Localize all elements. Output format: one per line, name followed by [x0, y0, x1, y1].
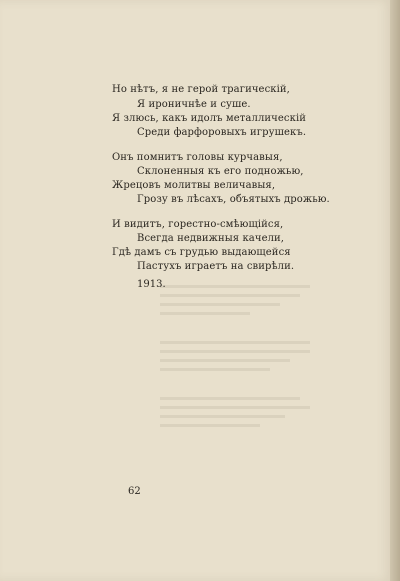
poem-line: И видитъ, горестно-смѣющiйся,: [112, 219, 284, 230]
poem-line: Я злюсь, какъ идолъ металлическiй: [112, 113, 307, 124]
poem-line: Пастухъ играетъ на свирѣли.: [137, 261, 295, 272]
poem-line: Но нѣтъ, я не герой трагическiй,: [112, 84, 290, 95]
poem-line: Склоненныя къ его подножью,: [137, 166, 304, 177]
poem-line: Среди фарфоровыхъ игрушекъ.: [137, 127, 307, 138]
poem-line: Онъ помнитъ головы курчавыя,: [112, 152, 283, 163]
poem-line: Всегда недвижныя качели,: [137, 233, 285, 244]
poem-line: Жрецовъ молитвы величавыя,: [112, 180, 276, 191]
poem-line: Я ироничнѣе и суше.: [137, 99, 251, 110]
page-number: 62: [128, 486, 141, 497]
show-through-from-reverse-page: [160, 285, 320, 455]
book-spine-edge: [390, 0, 400, 581]
poem-line: Гдѣ дамъ съ грудью выдающейся: [112, 247, 291, 258]
poem-line: Грозу въ лѣсахъ, объятыхъ дрожью.: [137, 194, 330, 205]
poem-date: 1913.: [137, 279, 166, 290]
